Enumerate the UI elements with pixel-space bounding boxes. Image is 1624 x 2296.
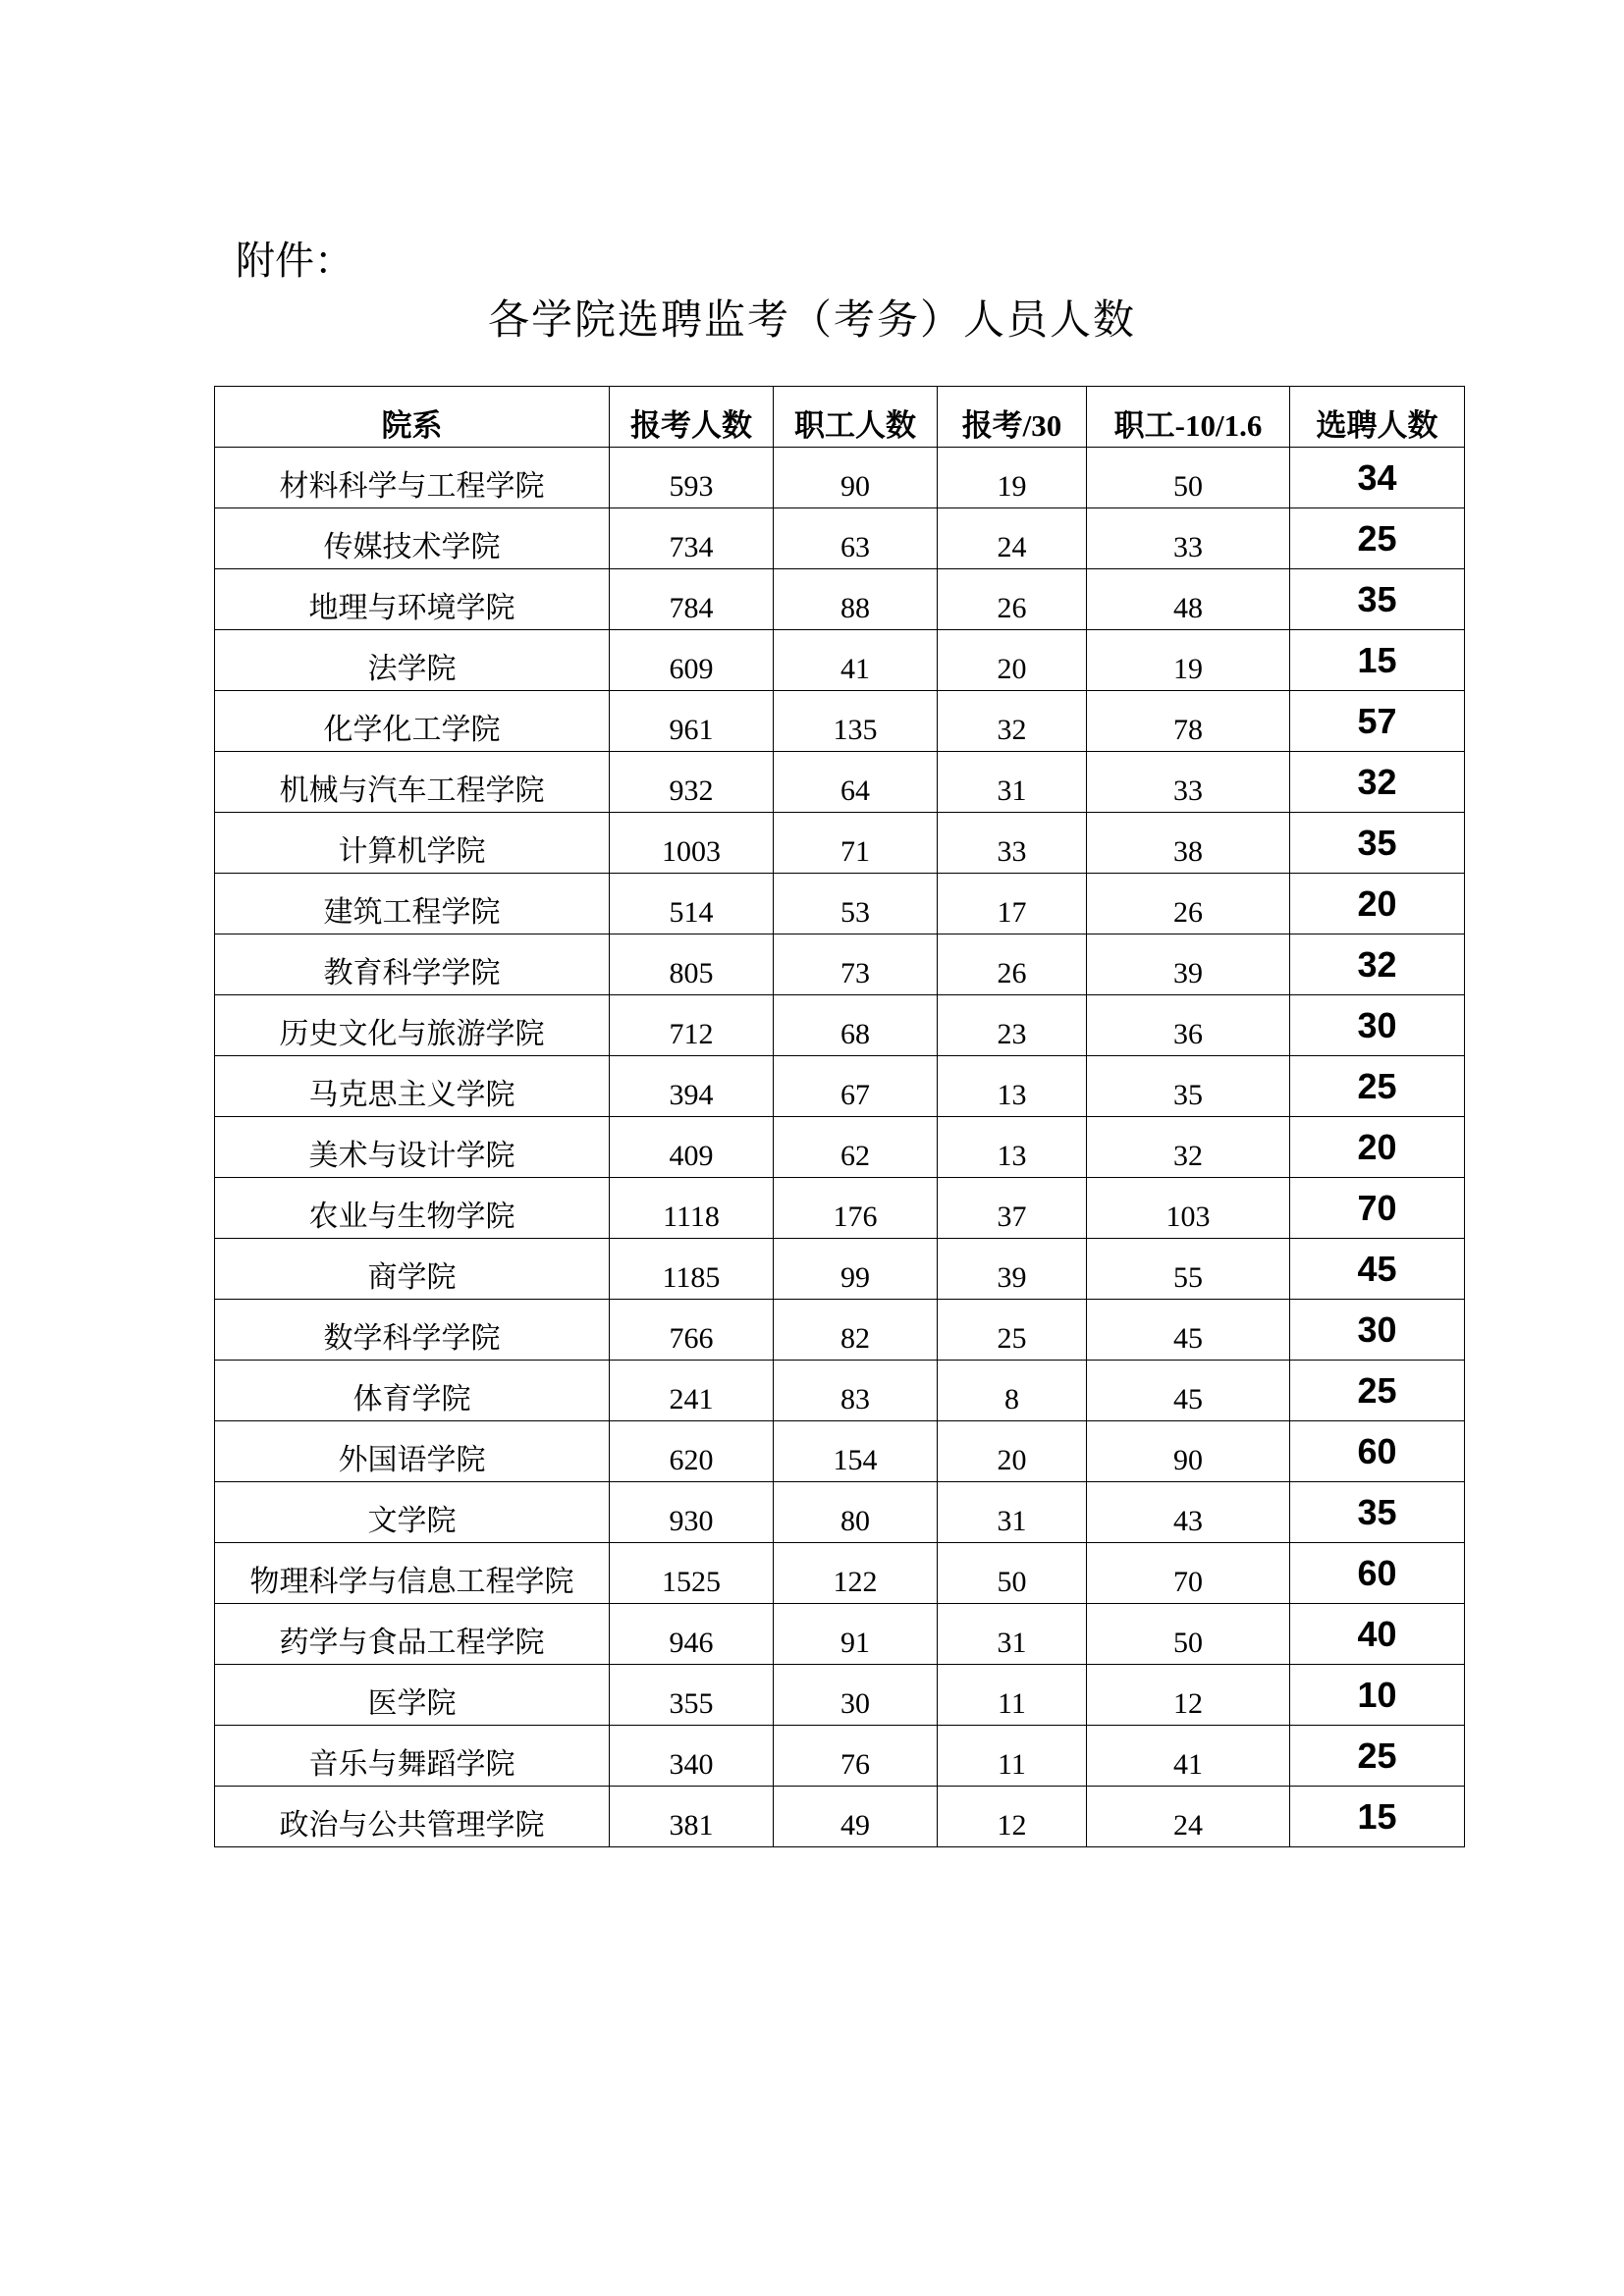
staff-count: 30 xyxy=(774,1665,938,1726)
staff-formula-value: 12 xyxy=(1087,1665,1290,1726)
applicants-count: 961 xyxy=(610,691,774,752)
staff-formula-value: 50 xyxy=(1087,448,1290,508)
staff-count: 71 xyxy=(774,813,938,874)
staff-formula-value: 78 xyxy=(1087,691,1290,752)
selected-count: 70 xyxy=(1290,1178,1465,1239)
department-name: 农业与生物学院 xyxy=(215,1178,610,1239)
applicants-count: 1003 xyxy=(610,813,774,874)
staff-count: 80 xyxy=(774,1482,938,1543)
department-name: 医学院 xyxy=(215,1665,610,1726)
staff-formula-value: 38 xyxy=(1087,813,1290,874)
applicants-count: 355 xyxy=(610,1665,774,1726)
applicants-count: 1118 xyxy=(610,1178,774,1239)
applicants-count: 514 xyxy=(610,874,774,934)
staff-formula-value: 32 xyxy=(1087,1117,1290,1178)
table-row xyxy=(215,1056,1465,1117)
staff-count: 122 xyxy=(774,1543,938,1604)
table-row xyxy=(215,1543,1465,1604)
header-department: 院系 xyxy=(215,387,610,448)
staff-count: 91 xyxy=(774,1604,938,1665)
staff-count: 76 xyxy=(774,1726,938,1787)
department-name: 历史文化与旅游学院 xyxy=(215,995,610,1056)
table-row xyxy=(215,1361,1465,1421)
staff-count: 135 xyxy=(774,691,938,752)
selected-count: 60 xyxy=(1290,1421,1465,1482)
staff-formula-value: 90 xyxy=(1087,1421,1290,1482)
attachment-label: 附件： xyxy=(236,239,353,284)
applicants-count: 930 xyxy=(610,1482,774,1543)
applicants-div-30: 12 xyxy=(938,1787,1087,1847)
selected-count: 10 xyxy=(1290,1665,1465,1726)
table-row xyxy=(215,813,1465,874)
staff-formula-value: 55 xyxy=(1087,1239,1290,1300)
table-row xyxy=(215,1726,1465,1787)
selected-count: 30 xyxy=(1290,995,1465,1056)
selected-count: 20 xyxy=(1290,1117,1465,1178)
staff-formula-value: 33 xyxy=(1087,508,1290,569)
staff-formula-value: 35 xyxy=(1087,1056,1290,1117)
selected-count: 60 xyxy=(1290,1543,1465,1604)
table-row xyxy=(215,1482,1465,1543)
department-name: 法学院 xyxy=(215,630,610,691)
applicants-count: 593 xyxy=(610,448,774,508)
selected-count: 35 xyxy=(1290,569,1465,630)
selected-count: 15 xyxy=(1290,630,1465,691)
department-name: 外国语学院 xyxy=(215,1421,610,1482)
department-name: 建筑工程学院 xyxy=(215,874,610,934)
table-row xyxy=(215,752,1465,813)
department-name: 材料科学与工程学院 xyxy=(215,448,610,508)
department-name: 传媒技术学院 xyxy=(215,508,610,569)
department-name: 政治与公共管理学院 xyxy=(215,1787,610,1847)
table-row xyxy=(215,1665,1465,1726)
department-name: 化学化工学院 xyxy=(215,691,610,752)
applicants-div-30: 26 xyxy=(938,569,1087,630)
selected-count: 35 xyxy=(1290,1482,1465,1543)
table-row xyxy=(215,995,1465,1056)
applicants-count: 394 xyxy=(610,1056,774,1117)
department-name: 药学与食品工程学院 xyxy=(215,1604,610,1665)
selected-count: 34 xyxy=(1290,448,1465,508)
staff-formula-value: 19 xyxy=(1087,630,1290,691)
applicants-count: 946 xyxy=(610,1604,774,1665)
department-name: 商学院 xyxy=(215,1239,610,1300)
staff-count: 83 xyxy=(774,1361,938,1421)
selected-count: 20 xyxy=(1290,874,1465,934)
applicants-div-30: 37 xyxy=(938,1178,1087,1239)
applicants-div-30: 19 xyxy=(938,448,1087,508)
applicants-count: 340 xyxy=(610,1726,774,1787)
table-row xyxy=(215,934,1465,995)
table-header-row xyxy=(215,387,1465,448)
applicants-count: 766 xyxy=(610,1300,774,1361)
staff-count: 68 xyxy=(774,995,938,1056)
department-name: 马克思主义学院 xyxy=(215,1056,610,1117)
staff-formula-value: 45 xyxy=(1087,1361,1290,1421)
applicants-div-30: 20 xyxy=(938,1421,1087,1482)
applicants-count: 712 xyxy=(610,995,774,1056)
applicants-div-30: 39 xyxy=(938,1239,1087,1300)
table-row xyxy=(215,1178,1465,1239)
header-staff: 职工人数 xyxy=(774,387,938,448)
staff-formula-value: 45 xyxy=(1087,1300,1290,1361)
staff-formula-value: 70 xyxy=(1087,1543,1290,1604)
selected-count: 40 xyxy=(1290,1604,1465,1665)
table-row xyxy=(215,1604,1465,1665)
table-row xyxy=(215,1421,1465,1482)
table-row xyxy=(215,1239,1465,1300)
selected-count: 57 xyxy=(1290,691,1465,752)
table-row xyxy=(215,1300,1465,1361)
table-row xyxy=(215,1117,1465,1178)
staff-count: 49 xyxy=(774,1787,938,1847)
staff-count: 154 xyxy=(774,1421,938,1482)
applicants-div-30: 17 xyxy=(938,874,1087,934)
staff-formula-value: 48 xyxy=(1087,569,1290,630)
department-name: 机械与汽车工程学院 xyxy=(215,752,610,813)
selected-count: 25 xyxy=(1290,508,1465,569)
selected-count: 35 xyxy=(1290,813,1465,874)
department-name: 美术与设计学院 xyxy=(215,1117,610,1178)
applicants-div-30: 50 xyxy=(938,1543,1087,1604)
staff-formula-value: 41 xyxy=(1087,1726,1290,1787)
staff-formula-value: 24 xyxy=(1087,1787,1290,1847)
staff-count: 88 xyxy=(774,569,938,630)
staff-count: 41 xyxy=(774,630,938,691)
selected-count: 45 xyxy=(1290,1239,1465,1300)
table-row xyxy=(215,691,1465,752)
staff-count: 99 xyxy=(774,1239,938,1300)
staff-formula-value: 103 xyxy=(1087,1178,1290,1239)
applicants-count: 609 xyxy=(610,630,774,691)
staff-count: 53 xyxy=(774,874,938,934)
applicants-div-30: 25 xyxy=(938,1300,1087,1361)
staff-count: 90 xyxy=(774,448,938,508)
applicants-div-30: 13 xyxy=(938,1056,1087,1117)
selected-count: 32 xyxy=(1290,752,1465,813)
selected-count: 32 xyxy=(1290,934,1465,995)
table-row xyxy=(215,874,1465,934)
staff-formula-value: 26 xyxy=(1087,874,1290,934)
department-name: 计算机学院 xyxy=(215,813,610,874)
department-name: 数学科学学院 xyxy=(215,1300,610,1361)
department-name: 文学院 xyxy=(215,1482,610,1543)
staff-count: 64 xyxy=(774,752,938,813)
selected-count: 15 xyxy=(1290,1787,1465,1847)
applicants-count: 734 xyxy=(610,508,774,569)
staff-formula-value: 33 xyxy=(1087,752,1290,813)
staff-formula-value: 39 xyxy=(1087,934,1290,995)
staff-formula-value: 36 xyxy=(1087,995,1290,1056)
applicants-div-30: 8 xyxy=(938,1361,1087,1421)
selected-count: 25 xyxy=(1290,1726,1465,1787)
applicants-div-30: 13 xyxy=(938,1117,1087,1178)
table-row xyxy=(215,569,1465,630)
header-applicants: 报考人数 xyxy=(610,387,774,448)
table-row xyxy=(215,448,1465,508)
department-name: 体育学院 xyxy=(215,1361,610,1421)
applicants-count: 784 xyxy=(610,569,774,630)
applicants-div-30: 23 xyxy=(938,995,1087,1056)
department-name: 物理科学与信息工程学院 xyxy=(215,1543,610,1604)
applicants-count: 932 xyxy=(610,752,774,813)
staff-count: 67 xyxy=(774,1056,938,1117)
selected-count: 30 xyxy=(1290,1300,1465,1361)
staff-count: 82 xyxy=(774,1300,938,1361)
applicants-count: 241 xyxy=(610,1361,774,1421)
applicants-div-30: 24 xyxy=(938,508,1087,569)
staff-formula-value: 50 xyxy=(1087,1604,1290,1665)
header-applicants-div-30: 报考/30 xyxy=(938,387,1087,448)
applicants-div-30: 31 xyxy=(938,1604,1087,1665)
applicants-div-30: 32 xyxy=(938,691,1087,752)
staff-count: 62 xyxy=(774,1117,938,1178)
staff-count: 63 xyxy=(774,508,938,569)
applicants-div-30: 33 xyxy=(938,813,1087,874)
applicants-count: 1525 xyxy=(610,1543,774,1604)
selected-count: 25 xyxy=(1290,1361,1465,1421)
staff-formula-value: 43 xyxy=(1087,1482,1290,1543)
applicants-div-30: 11 xyxy=(938,1665,1087,1726)
applicants-count: 381 xyxy=(610,1787,774,1847)
staff-count: 176 xyxy=(774,1178,938,1239)
header-selected: 选聘人数 xyxy=(1290,387,1465,448)
department-name: 地理与环境学院 xyxy=(215,569,610,630)
header-staff-formula: 职工-10/1.6 xyxy=(1087,387,1290,448)
applicants-div-30: 31 xyxy=(938,1482,1087,1543)
table-row xyxy=(215,1787,1465,1847)
applicants-count: 1185 xyxy=(610,1239,774,1300)
table-body xyxy=(215,448,1465,1847)
department-name: 音乐与舞蹈学院 xyxy=(215,1726,610,1787)
applicants-div-30: 11 xyxy=(938,1726,1087,1787)
applicants-count: 409 xyxy=(610,1117,774,1178)
table-row xyxy=(215,508,1465,569)
table-row xyxy=(215,630,1465,691)
applicants-div-30: 26 xyxy=(938,934,1087,995)
applicants-div-30: 20 xyxy=(938,630,1087,691)
document-title: 各学院选聘监考（考务）人员人数 xyxy=(487,295,1136,344)
applicants-count: 620 xyxy=(610,1421,774,1482)
staff-quota-table xyxy=(214,386,1465,1847)
staff-count: 73 xyxy=(774,934,938,995)
applicants-count: 805 xyxy=(610,934,774,995)
department-name: 教育科学学院 xyxy=(215,934,610,995)
selected-count: 25 xyxy=(1290,1056,1465,1117)
applicants-div-30: 31 xyxy=(938,752,1087,813)
